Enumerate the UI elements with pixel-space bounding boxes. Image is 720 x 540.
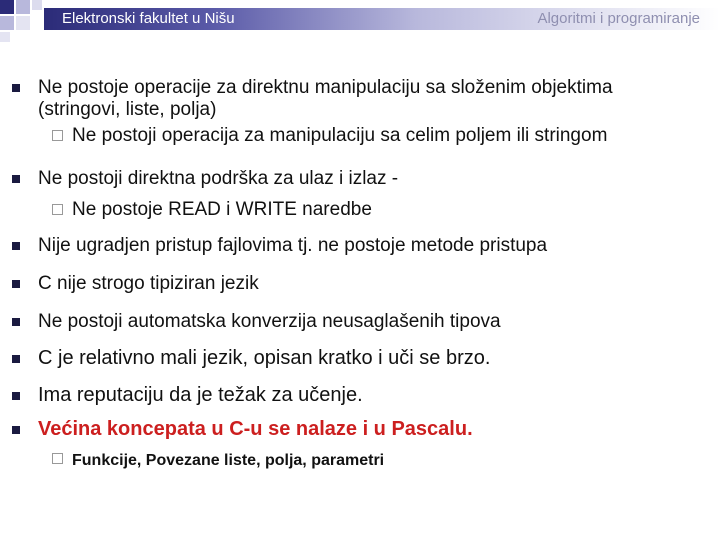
sub-bullet-text: Ne postoji operacija za manipulaciju sa celim poljem ili stringom [72,125,608,146]
bullet-text: Ne postoje operacije za direktnu manipulaciju sa složenim objektima [38,77,613,98]
bullet-text: C je relativno mali jezik, opisan kratko i uči se brzo. [38,347,491,369]
bullet-marker [12,355,20,363]
header-decoration-square [16,16,30,30]
bullet-text: Ima reputaciju da je težak za učenje. [38,384,363,406]
header-decoration-square [32,0,42,10]
bullet-text: Ne postoji direktna podrška za ulaz i izlaz - [38,168,399,189]
bullet-text: Nije ugradjen pristup fajlovima tj. ne postoje metode pristupa [38,235,548,256]
sub-bullet-marker [52,204,63,215]
header-course-title: Algoritmi i programiranje [537,10,700,27]
bullet-marker [12,175,20,183]
sub-bullet-marker [52,453,63,464]
header-decoration-square [16,0,30,14]
bullet-text: Ne postoji automatska konverzija neusaglašenih tipova [38,311,501,332]
bullet-text-highlight: Većina koncepata u C-u se nalaze i u Pascalu. [38,418,473,440]
bullet-marker [12,392,20,400]
bullet-marker [12,426,20,434]
bullet-marker [12,280,20,288]
header-decoration-square [0,16,14,30]
bullet-marker [12,242,20,250]
sub-bullet-text: Ne postoje READ i WRITE naredbe [72,199,372,220]
sub-bullet-text: Funkcije, Povezane liste, polja, parametri [72,452,385,469]
bullet-text: C nije strogo tipiziran jezik [38,273,259,294]
bullet-marker [12,318,20,326]
header-decoration-square [0,32,10,42]
sub-bullet-marker [52,130,63,141]
header-decoration-square [0,0,14,14]
bullet-text-continuation: (stringovi, liste, polja) [38,99,217,120]
bullet-marker [12,84,20,92]
header-faculty-title: Elektronski fakultet u Nišu [62,10,235,27]
slide-header [0,0,720,40]
